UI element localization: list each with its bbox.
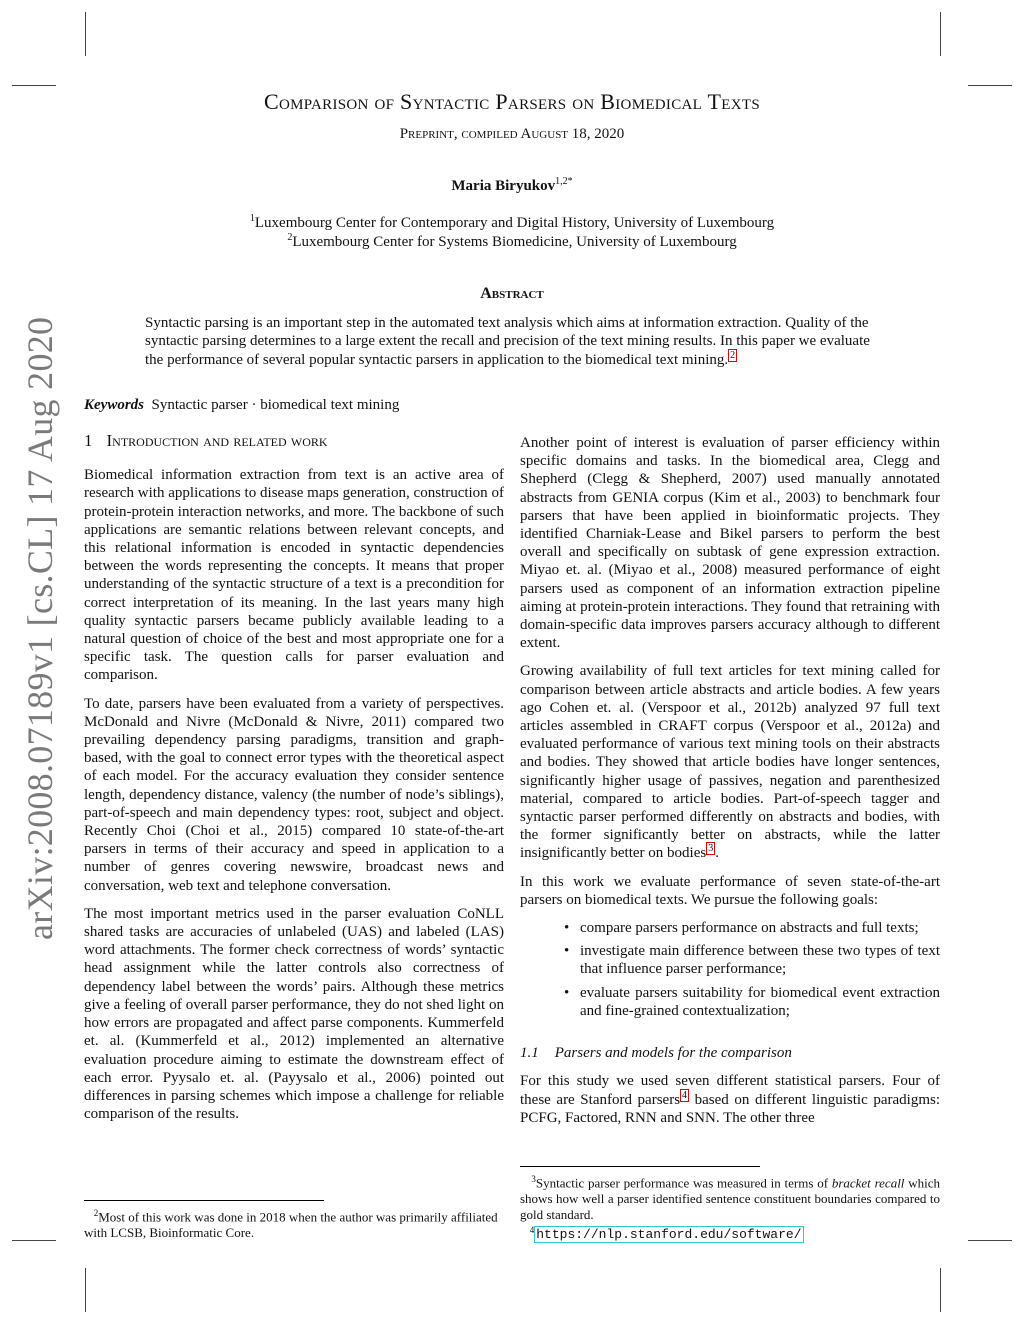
author-line <box>0 176 1024 195</box>
left-column <box>84 432 504 1133</box>
footnote-link-2[interactable]: 2 <box>730 349 736 361</box>
list-item: • compare parsers performance on abstracts and full texts; <box>564 919 940 937</box>
affiliation-number: 1 <box>249 213 255 224</box>
crop-mark <box>940 1268 941 1312</box>
footnote-2 <box>84 1205 504 1241</box>
footnote-text: Most of this work was done in 2018 when the author was primarily affiliated with LCSB, Bioinformatic Core. <box>84 1209 498 1241</box>
paragraph-text: For this study we used seven different statistical parsers. Four of these are Stanford parsers <box>520 1073 940 1108</box>
paragraph: Another point of interest is evaluation of parser efficiency within specific domains and tasks. In the biomedical area, Clegg and Shepherd (Clegg & Shepherd, 2007) used manually annotated abstracts from GENIA corpus (Kim et al., 2003) to benchmark four parsers that have been applied in bioinformatic projects. They identified Charniak-Lease and Bikel parsers to perform the best overall and specifically on subtask of gene expression extraction. Miyao et. al. (Miyao et al., 2008) measured performance of eight parsers used as component of an information extraction pipeline aiming at protein-protein interactions. They found that retraining with domain-specific data improves parsers accuracy although to different extent. <box>520 435 940 652</box>
preprint-line: Preprint, compiled August 18, 2020 <box>399 126 625 142</box>
footnote-number: 2 <box>93 1208 99 1218</box>
affiliation-number: 2 <box>287 232 293 243</box>
subsection-number: 1.1 <box>520 1045 539 1062</box>
paragraph-text: based on different linguistic paradigms: PCFG, Factored, RNN and SNN. The other three <box>520 1091 940 1126</box>
footnote-4 <box>520 1222 804 1243</box>
author-affiliation-marks: 1,2* <box>555 176 573 187</box>
crop-mark <box>968 85 1012 86</box>
list-item: • investigate main difference between these two types of text that influence parser performance; <box>564 942 940 978</box>
paragraph: In this work we evaluate performance of seven state-of-the-art parsers on biomedical texts. We pursue the following goals: <box>520 873 940 908</box>
section-number: 1 <box>84 431 93 450</box>
crop-mark <box>968 1240 1012 1241</box>
affiliation-text: Luxembourg Center for Systems Biomedicine, University of Luxembourg <box>292 234 737 250</box>
abstract-body <box>145 314 885 369</box>
paragraph: To date, parsers have been evaluated from a variety of perspectives. McDonald and Nivre (McDonald & Nivre, 2011) compared two prevailing dependency parsing paradigms, transition and graph-based, with the goal to connect error types with the theoretical aspect of each model. For the accuracy evaluation they consider sentence length, dependency distance, valency (the number of node’s siblings), part-of-speech and main dependency types: root, subject and object. Recently Choi (Choi et al., 2015) compared 10 state-of-the-art parsers in terms of their accuracy and speed in application to a number of genres covering newswire, broadcast news and conversation, web text and telephone conversation. <box>84 695 504 894</box>
goals-list <box>564 919 940 1020</box>
right-column <box>520 434 940 1137</box>
keywords-text: Syntactic parser · biomedical text mining <box>151 397 400 413</box>
abstract-heading: Abstract <box>480 285 544 302</box>
crop-mark <box>12 85 56 86</box>
footnote-rule <box>84 1200 324 1201</box>
subsection-title: Parsers and models for the comparison <box>554 1045 792 1062</box>
section-heading <box>84 432 504 450</box>
author-name: Maria Biryukov <box>451 178 556 194</box>
paragraph: Growing availability of full text articles for text mining called for comparison between article abstracts and article bodies. A few years ago Cohen et. al. (Verspoor et al., 2012b) analyzed 97 full text articles assembled in CRAFT corpus (Verspoor et al., 2012a) and evaluated performance of various text mining tools on their abstracts and bodies. They showed that article bodies have longer sentences, significantly higher usage of passives, negation and parenthesized material, compared to article bodies. Part-of-speech tagger and syntactic parser performed differently on abstracts and bodies, with the former significantly better on abstracts, while the latter insignificantly better on bodies $^3$ . <box>520 663 940 862</box>
footnote-rule <box>520 1166 760 1167</box>
abstract-text: Syntactic parsing is an important step in the automated text analysis which aims at information extraction. Quality of the syntactic parsing determines to a large extent the recall and precision of the text mining results. In this paper we evaluate the performance of several popular syntactic parsers in application to the biomedical text mining. <box>145 315 870 368</box>
crop-mark <box>85 12 86 56</box>
paper-title: Comparison of Syntactic Parsers on Biomedical Texts <box>264 89 760 114</box>
footnote-3 <box>520 1171 940 1223</box>
footnote-link-4[interactable]: 4 <box>682 1089 688 1101</box>
keywords-label: Keywords <box>84 397 144 413</box>
section-title: Introduction and related work <box>106 431 328 450</box>
affiliation-1 <box>0 213 1024 232</box>
arxiv-identifier[interactable]: arXiv:2008.07189v1 [cs.CL] 17 Aug 2020 <box>20 316 60 940</box>
affiliation-text: Luxembourg Center for Contemporary and Digital History, University of Luxembourg <box>254 215 775 231</box>
paragraph <box>520 1072 940 1127</box>
footnote-text: which shows how well a parser identified sentence constituent boundaries compared to gold standard. <box>520 1175 940 1223</box>
crop-mark <box>85 1268 86 1312</box>
footnote-text: Syntactic parser performance was measured in terms of <box>535 1175 832 1191</box>
footnote-url-link[interactable]: https://nlp.stanford.edu/software/ <box>536 1227 802 1243</box>
paragraph: Biomedical information extraction from text is an active area of research with applications to disease maps generation, construction of protein-protein interaction networks, and more. The backbone of such applications are semantic relations between relevant concepts, and this relational information is encoded in syntactic dependencies between the words representing the concepts. It means that proper understanding of the syntactic structure of a text is a precondition for correct interpretation of its meaning. In the last years many high quality syntactic parsers became publicly available leading to a natural question of choice of the best and most appropriate one for a specific task. The question calls for parser evaluation and comparison. <box>84 467 504 684</box>
crop-mark <box>940 12 941 56</box>
subsection-heading <box>520 1044 940 1062</box>
crop-mark <box>12 1240 56 1241</box>
footnote-link-3[interactable]: 3 <box>708 843 714 855</box>
footnote-number: 3 <box>531 1174 536 1184</box>
paragraph: The most important metrics used in the parser evaluation CoNLL shared tasks are accuracies of unlabeled (UAS) and labeled (LAS) word attachments. The former check correctness of words’ syntactic head assignment while the latter controls also correctness of dependency label between the words’ pairs. Although these metrics give a feeling of overall parser performance, they do not shed light on how errors are propagated and affect parse components. Kummerfeld et. al. (Kummerfeld et al., 2012) implemented an alternative evaluation procedure aiming to estimate the downstream effect of each error. Pyysalo et. al. (Payysalo et al., 2006) pointed out differences in parsing schemes which impose a challenge for reliable comparison of the results. <box>84 905 504 1123</box>
footnote-number: 4 <box>529 1225 535 1235</box>
keywords <box>84 397 399 414</box>
footnote-emphasis: bracket recall <box>831 1175 905 1191</box>
affiliation-2 <box>0 232 1024 251</box>
paragraph-text: Growing availability of full text articles for text mining called for comparison between article abstracts and article bodies. A few years ago Cohen et. al. (Verspoor et al., 2012b) analyzed 97 full text articles assembled in CRAFT corpus (Verspoor et al., 2012a) and evaluated performance of various text mining tools on their abstracts and bodies. They showed that article bodies have longer sentences, significantly higher usage of passives, negation and parenthesized material, compared to article bodies. Part-of-speech tagger and syntactic parser performed differently on abstracts and bodies, with the former significantly better on abstracts, while the latter insignificantly better on bodies <box>520 663 940 862</box>
list-item: • evaluate parsers suitability for biomedical event extraction and fine-grained contextualization; <box>564 984 940 1020</box>
